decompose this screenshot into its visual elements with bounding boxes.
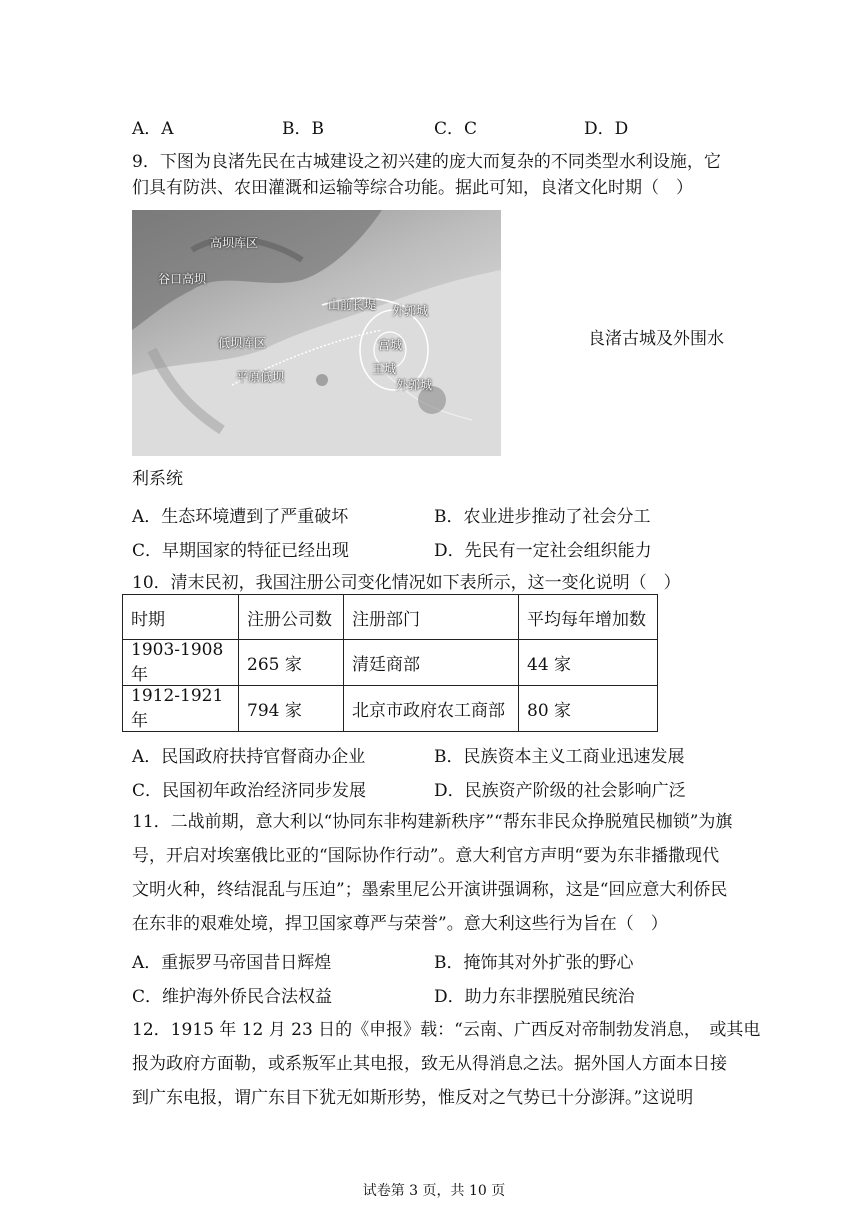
table-row bbox=[123, 640, 658, 686]
q10-option-d: D．民族资产阶级的社会影响广泛 bbox=[434, 781, 686, 801]
q9-option-b: B．农业进步推动了社会分工 bbox=[434, 507, 651, 527]
q9-stem-line2: 们具有防洪、农田灌溉和运输等综合功能。据此可知，良渚文化时期（ ） bbox=[132, 178, 693, 198]
table-header-cell: 注册部门 bbox=[344, 595, 519, 640]
q9-stem-line1: 9．下图为良渚先民在古城建设之初兴建的庞大而复杂的不同类型水利设施，它 bbox=[132, 152, 721, 172]
q11-line3: 文明火种，终结混乱与压迫”；墨索里尼公开演讲强调称，这是“回应意大利侨民 bbox=[132, 880, 728, 900]
q9-option-d: D．先民有一定社会组织能力 bbox=[434, 541, 652, 561]
q10-option-a: A．民国政府扶持官督商办企业 bbox=[132, 747, 366, 767]
q12-line1: 12．1915 年 12 月 23 日的《申报》载：“云南、广西反对帝制勃发消息， 或其电 bbox=[132, 1020, 761, 1040]
table-header-cell: 平均每年增加数 bbox=[519, 595, 658, 640]
q8-option-d: D．D bbox=[584, 119, 629, 139]
map-label-outer-city: 外郭城 bbox=[392, 304, 429, 318]
q10-stem: 10．清末民初，我国注册公司变化情况如下表所示，这一变化说明（ ） bbox=[132, 573, 681, 593]
q9-caption-wrap: 利系统 bbox=[132, 469, 183, 489]
q11-line4: 在东非的艰难处境，捍卫国家尊严与荣誉”。意大利这些行为旨在（ ） bbox=[132, 914, 668, 934]
q11-option-c: C．维护海外侨民合法权益 bbox=[132, 987, 333, 1007]
table-cell: 北京市政府农工商部 bbox=[344, 686, 519, 732]
table-header-cell: 注册公司数 bbox=[239, 595, 344, 640]
q9-option-c: C．早期国家的特征已经出现 bbox=[132, 541, 350, 561]
q11-option-b: B．掩饰其对外扩张的野心 bbox=[434, 953, 634, 973]
table-cell: 265 家 bbox=[239, 640, 344, 686]
terrain-relief bbox=[132, 210, 501, 456]
page-footer: 试卷第 3 页，共 10 页 bbox=[362, 1183, 506, 1199]
q11-line1: 11．二战前期，意大利以“协同东非构建新秩序”“帮东非民众挣脱殖民枷锁”为旗 bbox=[132, 812, 733, 832]
map-label-royal-city: 王城 bbox=[372, 362, 397, 376]
q10-option-b: B．民族资本主义工商业迅速发展 bbox=[434, 747, 685, 767]
table-header-row bbox=[123, 595, 658, 640]
table-cell: 80 家 bbox=[519, 686, 658, 732]
q8-option-c: C．C bbox=[434, 119, 478, 139]
table-cell: 1912-1921 年 bbox=[123, 686, 239, 732]
map-label-plain-low-dam: 平原低坝 bbox=[236, 370, 285, 384]
map-label-valley-high-dam: 谷口高坝 bbox=[158, 272, 207, 286]
q11-option-d: D．助力东非摆脱殖民统治 bbox=[434, 987, 635, 1007]
map-label-mountain-dike: 山前长堤 bbox=[328, 298, 377, 312]
table-cell: 1903-1908 年 bbox=[123, 640, 239, 686]
table-header-cell: 时期 bbox=[123, 595, 239, 640]
table-cell: 44 家 bbox=[519, 640, 658, 686]
table-cell: 清廷商部 bbox=[344, 640, 519, 686]
map-label-low-dam-reservoir: 低坝库区 bbox=[218, 336, 267, 350]
map-label-palace-city: 宫城 bbox=[378, 338, 403, 352]
q11-line2: 号，开启对埃塞俄比亚的“国际协作行动”。意大利官方声明“要为东非播撒现代 bbox=[132, 846, 720, 866]
q9-option-a: A．生态环境遭到了严重破坏 bbox=[132, 507, 349, 527]
map-label-outer-city-south: 外郭城 bbox=[396, 378, 433, 392]
q8-option-b: B．B bbox=[282, 119, 324, 139]
liangzhu-map-image bbox=[132, 210, 501, 456]
table-cell: 794 家 bbox=[239, 686, 344, 732]
table-row bbox=[123, 686, 658, 732]
q11-option-a: A．重振罗马帝国昔日辉煌 bbox=[132, 953, 332, 973]
q12-line3: 到广东电报，谓广东目下犹无如斯形势，惟反对之气势已十分澎湃。”这说明 bbox=[132, 1088, 694, 1108]
q8-option-a: A．A bbox=[132, 119, 174, 139]
registered-companies-table bbox=[122, 594, 658, 732]
map-label-high-dam-reservoir: 高坝库区 bbox=[210, 236, 259, 250]
q9-caption-right: 良渚古城及外围水 bbox=[588, 329, 724, 349]
q10-option-c: C．民国初年政治经济同步发展 bbox=[132, 781, 367, 801]
q12-line2: 报为政府方面勒，或系叛军止其电报，致无从得消息之法。据外国人方面本日接 bbox=[132, 1054, 727, 1074]
